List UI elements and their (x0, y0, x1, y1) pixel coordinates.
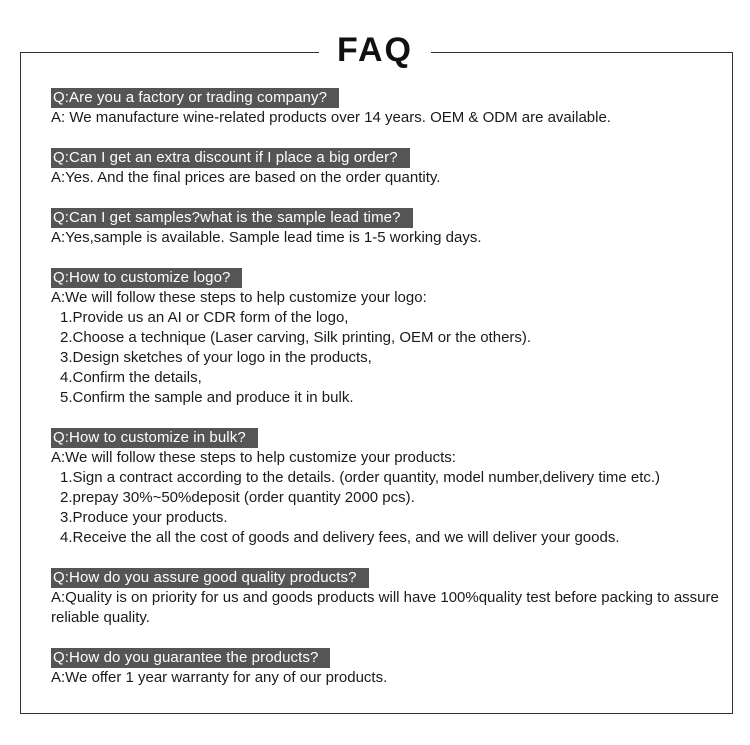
faq-title: FAQ (319, 30, 431, 70)
faq-answer: A:Quality is on priority for us and goods products will have 100%quality test before packing to assure reliable quality. (51, 589, 719, 626)
faq-question: Q:How to customize logo? (51, 268, 242, 288)
faq-step: 2.Choose a technique (Laser carving, Silk printing, OEM or the others). (60, 329, 532, 346)
faq-step: 2.prepay 30%~50%deposit (order quantity 2000 pcs). (60, 489, 415, 506)
faq-item (51, 268, 721, 408)
faq-question: Q:How do you guarantee the products? (51, 648, 330, 668)
faq-answer: A:Yes,sample is available. Sample lead time is 1-5 working days. (51, 229, 482, 246)
faq-question: Q:Are you a factory or trading company? (51, 88, 339, 108)
faq-question: Q:Can I get an extra discount if I place a big order? (51, 148, 410, 168)
faq-step: 3.Produce your products. (60, 509, 228, 526)
faq-answer: A:Yes. And the final prices are based on the order quantity. (51, 169, 441, 186)
faq-question: Q:Can I get samples?what is the sample lead time? (51, 208, 413, 228)
faq-list (51, 88, 721, 688)
faq-step: 3.Design sketches of your logo in the products, (60, 349, 372, 366)
title-wrap (0, 30, 750, 70)
faq-item (51, 88, 721, 128)
faq-step: 4.Receive the all the cost of goods and delivery fees, and we will deliver your goods. (60, 529, 620, 546)
faq-item (51, 648, 721, 688)
faq-item (51, 208, 721, 248)
faq-step: 1.Provide us an AI or CDR form of the logo, (60, 309, 349, 326)
faq-item (51, 428, 721, 548)
faq-step: 4.Confirm the details, (60, 369, 202, 386)
faq-item (51, 568, 721, 628)
faq-answer: A:We offer 1 year warranty for any of our products. (51, 669, 388, 686)
faq-answer: A: We manufacture wine-related products over 14 years. OEM & ODM are available. (51, 109, 611, 126)
faq-step: 5.Confirm the sample and produce it in bulk. (60, 389, 354, 406)
faq-answer: A:We will follow these steps to help customize your products: (51, 449, 456, 466)
faq-item (51, 148, 721, 188)
faq-question: Q:How to customize in bulk? (51, 428, 258, 448)
faq-question: Q:How do you assure good quality products? (51, 568, 369, 588)
faq-answer: A:We will follow these steps to help customize your logo: (51, 289, 427, 306)
faq-step: 1.Sign a contract according to the details. (order quantity, model number,delivery time etc.) (60, 469, 661, 486)
